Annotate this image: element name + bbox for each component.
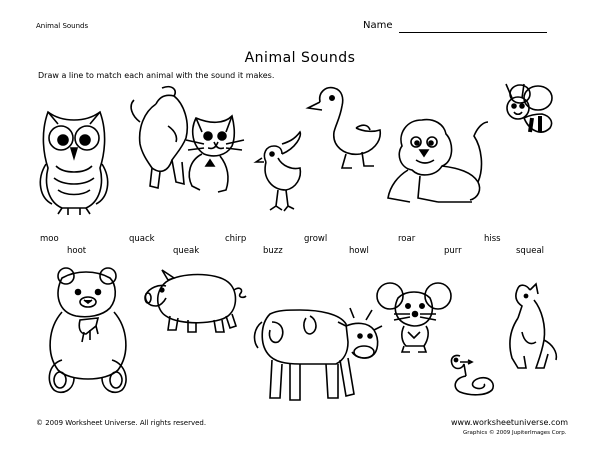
sound-word: growl xyxy=(304,234,328,244)
name-line xyxy=(399,32,547,33)
cow-icon xyxy=(250,300,386,406)
duck-icon xyxy=(306,84,386,174)
sound-word: howl xyxy=(349,246,369,256)
sound-word: purr xyxy=(444,246,462,256)
owl-icon xyxy=(34,104,114,216)
instructions: Draw a line to match each animal with the sound it makes. xyxy=(38,71,275,80)
copyright-text: © 2009 Worksheet Universe. All rights reserved. xyxy=(36,419,207,427)
wolf-icon xyxy=(496,282,562,374)
lion-icon xyxy=(384,112,496,214)
snake-icon xyxy=(446,348,498,398)
sound-word: hiss xyxy=(484,234,501,244)
mouse-icon xyxy=(370,280,460,354)
sound-word: squeal xyxy=(516,246,545,256)
page-title: Animal Sounds xyxy=(244,50,356,66)
bee-icon xyxy=(496,78,562,144)
sound-word: hoot xyxy=(67,246,87,256)
name-label: Name xyxy=(363,20,393,31)
sound-word: quack xyxy=(129,234,155,244)
sound-word: buzz xyxy=(263,246,283,256)
website-link[interactable]: www.worksheetuniverse.com xyxy=(451,418,569,427)
sound-word: moo xyxy=(40,234,59,244)
pig-icon xyxy=(140,268,250,334)
sound-word: roar xyxy=(398,234,416,244)
kitten-icon xyxy=(170,110,252,196)
graphics-credit: Graphics © 2009 JupiterImages Corp. xyxy=(463,430,567,436)
bear-icon xyxy=(40,264,136,398)
sound-word: chirp xyxy=(225,234,247,244)
sound-word: queak xyxy=(173,246,200,256)
worksheet-label: Animal Sounds xyxy=(36,22,89,30)
bird-icon xyxy=(252,130,306,214)
